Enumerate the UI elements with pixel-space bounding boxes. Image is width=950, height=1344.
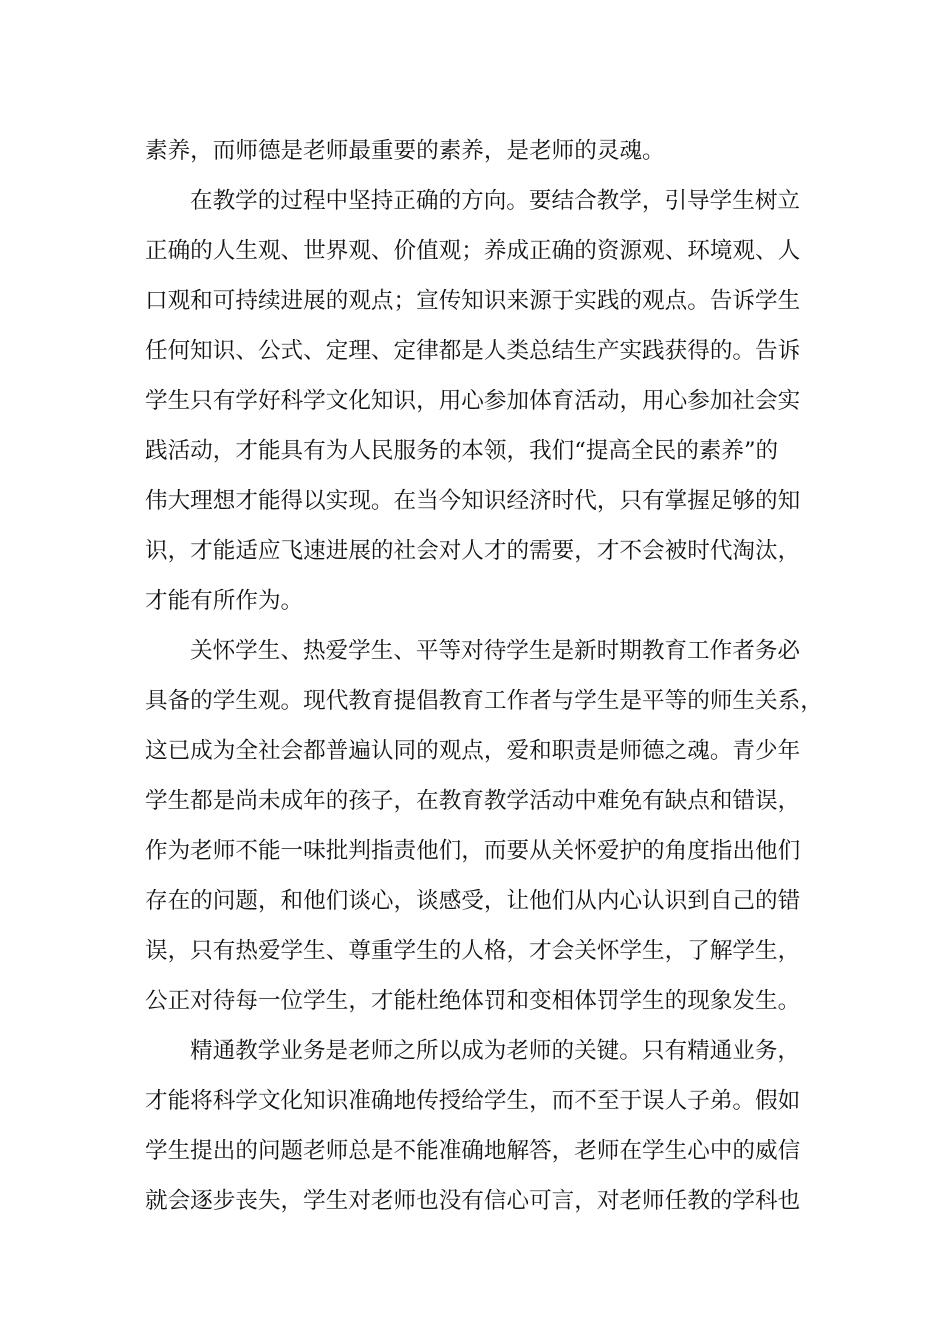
text-line: 才能将科学文化知识准确地传授给学生，而不至于误人子弟。假如 — [145, 1088, 801, 1114]
text-line: 误，只有热爱学生、尊重学生的人格，才会关怀学生，了解学生， — [145, 938, 801, 964]
text-line: 这已成为全社会都普遍认同的观点，爱和职责是师德之魂。青少年 — [145, 738, 801, 764]
text-line: 才能有所作为。 — [145, 588, 304, 614]
text-line: 存在的问题，和他们谈心，谈感受，让他们从内心认识到自己的错 — [145, 888, 801, 914]
paragraph-start-line: 精通教学业务是老师之所以成为老师的关键。只有精通业务， — [190, 1038, 801, 1064]
text-line: 践活动，才能具有为人民服务的本领，我们“提高全民的素养”的 — [145, 438, 779, 464]
text-line: 任何知识、公式、定理、定律都是人类总结生产实践获得的。告诉 — [145, 338, 801, 364]
text-line: 学生都是尚未成年的孩子，在教育教学活动中难免有缺点和错误， — [145, 788, 801, 814]
text-line: 学生只有学好科学文化知识，用心参加体育活动，用心参加社会实 — [145, 388, 801, 414]
text-line: 伟大理想才能得以实现。在当今知识经济时代，只有掌握足够的知 — [145, 488, 801, 514]
text-line: 就会逐步丧失，学生对老师也没有信心可言，对老师任教的学科也 — [145, 1188, 801, 1214]
text-line: 公正对待每一位学生，才能杜绝体罚和变相体罚学生的现象发生。 — [145, 988, 801, 1014]
text-line: 具备的学生观。现代教育提倡教育工作者与学生是平等的师生关系， — [145, 688, 823, 714]
text-line: 正确的人生观、世界观、价值观；养成正确的资源观、环境观、人 — [145, 238, 801, 264]
text-line: 口观和可持续进展的观点；宣传知识来源于实践的观点。告诉学生 — [145, 288, 801, 314]
paragraph-start-line: 关怀学生、热爱学生、平等对待学生是新时期教育工作者务必 — [190, 638, 801, 664]
text-line: 素养，而师德是老师最重要的素养，是老师的灵魂。 — [145, 138, 665, 164]
text-line: 作为老师不能一味批判指责他们，而要从关怀爱护的角度指出他们 — [145, 838, 801, 864]
text-line: 识，才能适应飞速进展的社会对人才的需要，才不会被时代淘汰， — [145, 538, 801, 564]
text-line: 学生提出的问题老师总是不能准确地解答，老师在学生心中的威信 — [145, 1138, 801, 1164]
paragraph-start-line: 在教学的过程中坚持正确的方向。要结合教学，引导学生树立 — [190, 188, 801, 214]
